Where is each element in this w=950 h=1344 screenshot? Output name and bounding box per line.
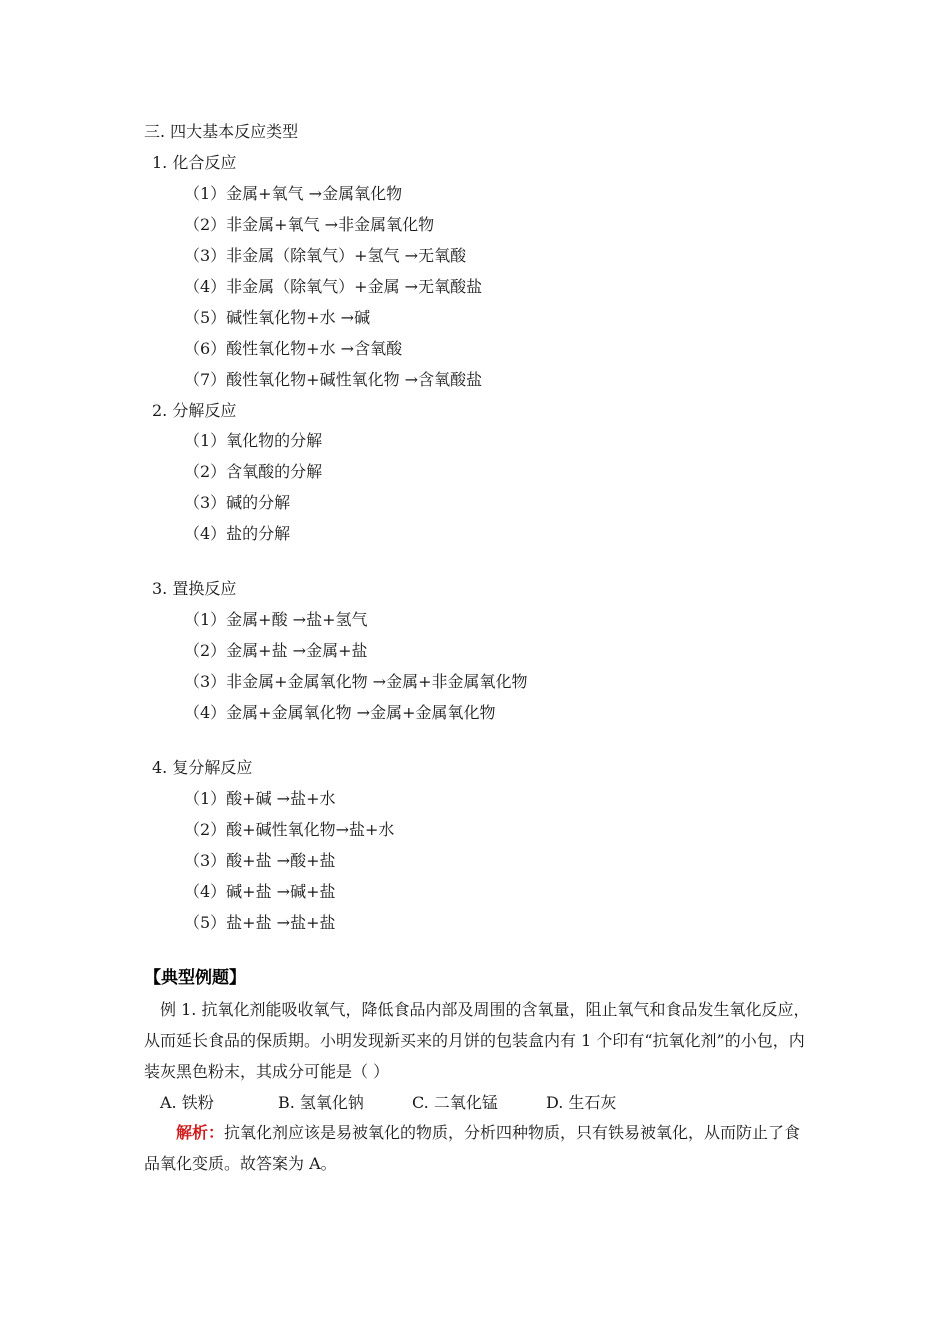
section-4-item: （4）碱+盐 →碱+盐 [184, 882, 336, 901]
section-1-item: （5）碱性氧化物+水 →碱 [184, 308, 371, 327]
section-3-item: （4）金属+金属氧化物 →金属+金属氧化物 [184, 703, 496, 722]
section-2-item: （2）含氧酸的分解 [184, 462, 323, 481]
option-c: C. 二氧化锰 [412, 1093, 498, 1112]
section-4-item: （3）酸+盐 →酸+盐 [184, 851, 336, 870]
analysis-text: 抗氧化剂应该是易被氧化的物质，分析四种物质，只有铁易被氧化，从而防止了食品氧化变质。故答案为 A。 [144, 1123, 801, 1173]
section-3-item: （3）非金属+金属氧化物 →金属+非金属氧化物 [184, 672, 528, 691]
section-2-item: （1）氧化物的分解 [184, 431, 323, 450]
section-3-item: （1）金属+酸 →盐+氢气 [184, 610, 368, 629]
section-1-item: （7）酸性氧化物+碱性氧化物 →含氧酸盐 [184, 370, 483, 389]
section-2-title: 2. 分解反应 [152, 401, 237, 420]
section-4-title: 4. 复分解反应 [152, 758, 253, 777]
section-4-item: （2）酸+碱性氧化物→盐+水 [184, 820, 395, 839]
section-2-item: （4）盐的分解 [184, 524, 291, 543]
section-3-item: （2）金属+盐 →金属+盐 [184, 641, 368, 660]
option-b: B. 氢氧化钠 [278, 1093, 364, 1112]
section-4-item: （1）酸+碱 →盐+水 [184, 789, 336, 808]
option-a: A. 铁粉 [160, 1093, 214, 1112]
section-1-item: （3）非金属（除氧气）+氢气 →无氧酸 [184, 246, 467, 265]
section-4-item: （5）盐+盐 →盐+盐 [184, 913, 336, 932]
section-1-item: （6）酸性氧化物+水 →含氧酸 [184, 339, 403, 358]
examples-heading: 【典型例题】 [144, 968, 246, 988]
section-title: 三. 四大基本反应类型 [144, 122, 299, 141]
section-3-title: 3. 置换反应 [152, 579, 237, 598]
option-d: D. 生石灰 [546, 1093, 617, 1112]
section-1-item: （1）金属+氧气 →金属氧化物 [184, 184, 403, 203]
example-1-question: 例 1. 抗氧化剂能吸收氧气，降低食品内部及周围的含氧量，阻止氧气和食品发生氧化反应，从而延长食品的保质期。小明发现新买来的月饼的包装盒内有 1 个印有“抗氧化剂”的小包，内装灰黑色粉末，其成分可能是（ ） [144, 1000, 810, 1081]
example-1-analysis [144, 1117, 812, 1179]
analysis-label: 解析： [176, 1123, 225, 1142]
section-1-title: 1. 化合反应 [152, 153, 237, 172]
section-1-item: （4）非金属（除氧气）+金属 →无氧酸盐 [184, 277, 483, 296]
section-2-item: （3）碱的分解 [184, 493, 291, 512]
section-1-item: （2）非金属+氧气 →非金属氧化物 [184, 215, 435, 234]
